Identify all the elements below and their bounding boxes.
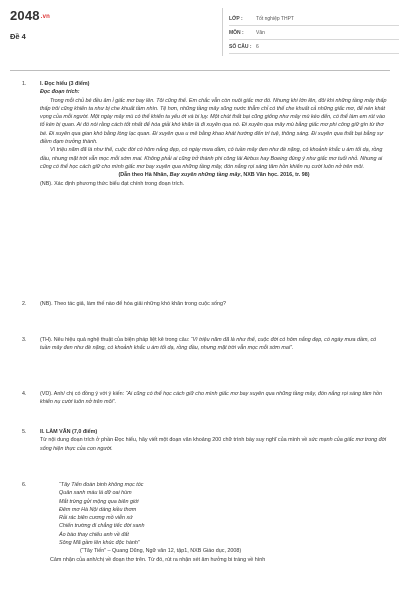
passage-paragraph: Vì triệu năm đã là như thế, cuộc đời có hôm nắng đẹp, có ngày mưa dầm, có tuần mây đen như đè nặng, có khoảnh khắc u ám tối dạ, rồng đầu, nhưng mặt trời vẫn mọc mỗi sớm mai. Không phải ai cũng trở thành phi công lái Airbus hay Boeing đúng ý như giấc mơ tuổi nhỏ. Nhưng ai cũng có thể học cách giữ cho mình giấc mơ bay xuyên qua những tầng mây, đón nắng rọi sáng tâm hồn khiến nụ cười luôn nở trên môi. xyxy=(40,147,383,170)
poem-source: (“Tây Tiến” – Quang Dũng, Ngữ văn 12, tập1, NXB Giáo dục, 2008) xyxy=(80,548,242,555)
site-logo[interactable]: 2048.vn xyxy=(10,8,51,23)
poem-line: “Tây Tiến đoàn binh không mọc tóc xyxy=(59,482,144,488)
meta-label-class: LỚP : xyxy=(229,16,243,22)
question-number: 6. xyxy=(22,482,27,488)
meta-value-class: Tốt nghiệp THPT xyxy=(256,16,294,22)
poem-line: Chiến trường đi chẳng tiếc đời xanh xyxy=(59,523,145,530)
poem-line: Sông Mã gầm lên khúc độc hành” xyxy=(59,540,140,547)
exam-code: Đề 4 xyxy=(10,32,26,41)
section-title: II. LÀM VĂN (7,0 điểm) xyxy=(40,429,98,435)
question-number: 2. xyxy=(22,301,27,307)
header-rule xyxy=(10,70,390,71)
question-5 xyxy=(40,428,388,453)
poem xyxy=(59,481,388,547)
meta-value-count: 6 xyxy=(256,44,259,50)
passage-paragraph: Trong mỗi chủ bé đều âm ỉ giấc mơ bay lên. Tôi cũng thế. Em chắc vẫn còn nuôi giấc mơ đó. Nhưng khi lớn lên, đôi khi những tầng mây thấp thấp trôi cũng khiến ta như bị che khuất tầm nhìn. Tệ hơn, những tầng mây sũng nước thẫm chỉ có thể che khuất cả những giấc mơ, để nén khát vọng của mỗi người. Một ngày mây mù có thể khiến ta yếu ớt và bi lụy. Một chút thất bại cũng giống như mây mù kéo đến, có thể làm em rút vào tổ kén bị quan. Ai đó nói rằng cách tốt nhất để hóa giải khó khăn là đi xuyên qua nó. Đi xuyên qua mây mù bằng giấc mơ phi công giữ gìn từ thơ bé. Đi xuyên qua gian khó bằng lòng lạc quan. Đi xuyên qua u mê bằng khao khát hướng đến trí tuệ, thông sáng. Đi xuyên qua thất bại bằng sự điềm đạm trưởng thành. xyxy=(40,97,387,146)
question-text: (VD). Anh/ chị có đồng ý với ý kiến: “Ai cũng có thể học cách giữ cho mình giấc mơ bay xuyên qua những tầng mây, đón nắng rọi sáng tâm hồn khiến nụ cười luôn nở trên môi”. xyxy=(40,391,382,406)
question-number: 4. xyxy=(22,391,27,397)
header-divider xyxy=(222,8,223,56)
meta-rule xyxy=(229,25,399,26)
question-6 xyxy=(40,481,388,564)
meta-row-class xyxy=(229,16,399,26)
question-number: 5. xyxy=(22,429,27,435)
poem-line: Đêm mơ Hà Nội dáng kiều thơm xyxy=(59,506,137,513)
section-subtitle: Đọc đoạn trích: xyxy=(40,89,80,96)
poem-line: Rải rác biên cương mồ viễn xứ xyxy=(59,515,133,522)
poem-line: Áo bào thay chiếu anh về đất xyxy=(59,531,129,538)
meta-row-count xyxy=(229,44,399,54)
meta-rule xyxy=(229,53,399,54)
question-3 xyxy=(40,336,388,353)
question-text: Từ nội dung đoạn trích ở phần Đọc hiểu, hãy viết một đoạn văn khoảng 200 chữ trình bày suy nghĩ của mình về sức mạnh của giấc mơ trong đời sống hiện thực của con người. xyxy=(40,437,387,452)
poem-line: Quân xanh màu lá dữ oai hùm xyxy=(59,490,132,497)
meta-label-count: SỐ CÂU : xyxy=(229,44,252,50)
question-number: 1. xyxy=(22,81,27,87)
logo-suffix: .vn xyxy=(40,13,51,20)
passage-source: (Dẫn theo Hà Nhân, Bay xuyên những tầng mây, NXB Văn học. 2016, tr. 98) xyxy=(118,172,310,179)
question-2 xyxy=(40,300,388,308)
meta-rule xyxy=(229,39,399,40)
meta-label-subject: MÔN : xyxy=(229,30,244,36)
question-1 xyxy=(40,80,388,188)
poem-line: Mắt trừng gửi mộng qua biên giới xyxy=(59,498,139,505)
question-text: (TH). Nêu hiệu quả nghệ thuật của biện pháp liệt kê trong câu: “Vì triệu năm đã là như thế, cuộc đời có hôm nắng đẹp, có ngày mưa dầm, có tuần mây đen như đè nặng, có khoảnh khắc u ám tối dạ, rồng đầu, nhưng mặt trời vẫn mọc mỗi sớm mai”. xyxy=(40,337,377,352)
question-4 xyxy=(40,390,388,407)
meta-value-subject: Văn xyxy=(256,30,265,36)
question-text: (NB). Theo tác giả, làm thế nào để hóa giải những khó khăn trong cuộc sống? xyxy=(40,301,227,307)
question-text: (NB). Xác định phương thức biểu đạt chính trong đoạn trích. xyxy=(40,180,185,187)
question-text: Cảm nhận của anh/chị về đoạn thơ trên. Từ đó, rút ra nhận xét âm hưởng bi tráng về hình xyxy=(50,556,266,563)
meta-row-subject xyxy=(229,30,399,40)
page-header xyxy=(0,0,400,70)
question-number: 3. xyxy=(22,337,27,343)
section-title: I. Đọc hiểu (3 điểm) xyxy=(40,81,90,87)
